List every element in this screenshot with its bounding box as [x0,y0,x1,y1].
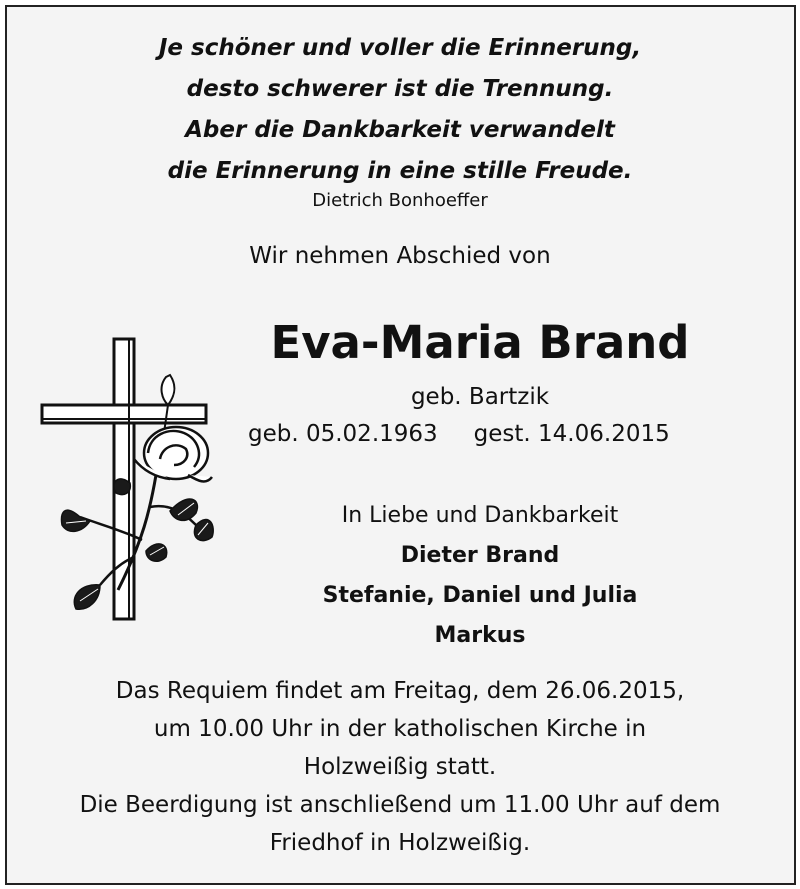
quote-line: die Erinnerung in eine stille Freude. [167,158,633,184]
mourners-block [200,496,760,656]
mourner-name: Dieter Brand [400,543,560,568]
quote-author: Dietrich Bonhoeffer [312,190,488,211]
birth-date: geb. 05.02.1963 [248,421,438,447]
death-date: gest. 14.06.2015 [473,421,670,447]
service-line: Das Requiem findet am Freitag, dem 26.06.2015, [115,678,685,704]
quote-block [0,28,800,192]
service-info [0,672,800,862]
life-dates [248,421,670,447]
quote-line: Je schöner und voller die Erinnerung, [158,35,642,61]
quote-line: Aber die Dankbarkeit verwandelt [185,117,615,143]
mourner-name: Markus [434,623,526,648]
deceased-name: Eva-Maria Brand [270,316,690,369]
cross-with-rose-icon [38,335,218,625]
service-line: Friedhof in Holzweißig. [269,830,531,856]
birth-name: geb. Bartzik [410,384,550,410]
mourner-name: Stefanie, Daniel und Julia [322,583,638,608]
service-line: Holzweißig statt. [303,754,497,780]
service-line: Die Beerdigung ist anschließend um 11.00 Uhr auf dem [79,792,721,818]
mourners-intro: In Liebe und Dankbarkeit [341,503,619,528]
quote-line: desto schwerer ist die Trennung. [186,76,614,102]
service-line: um 10.00 Uhr in der katholischen Kirche in [153,716,647,742]
farewell-text: Wir nehmen Abschied von [249,243,551,269]
